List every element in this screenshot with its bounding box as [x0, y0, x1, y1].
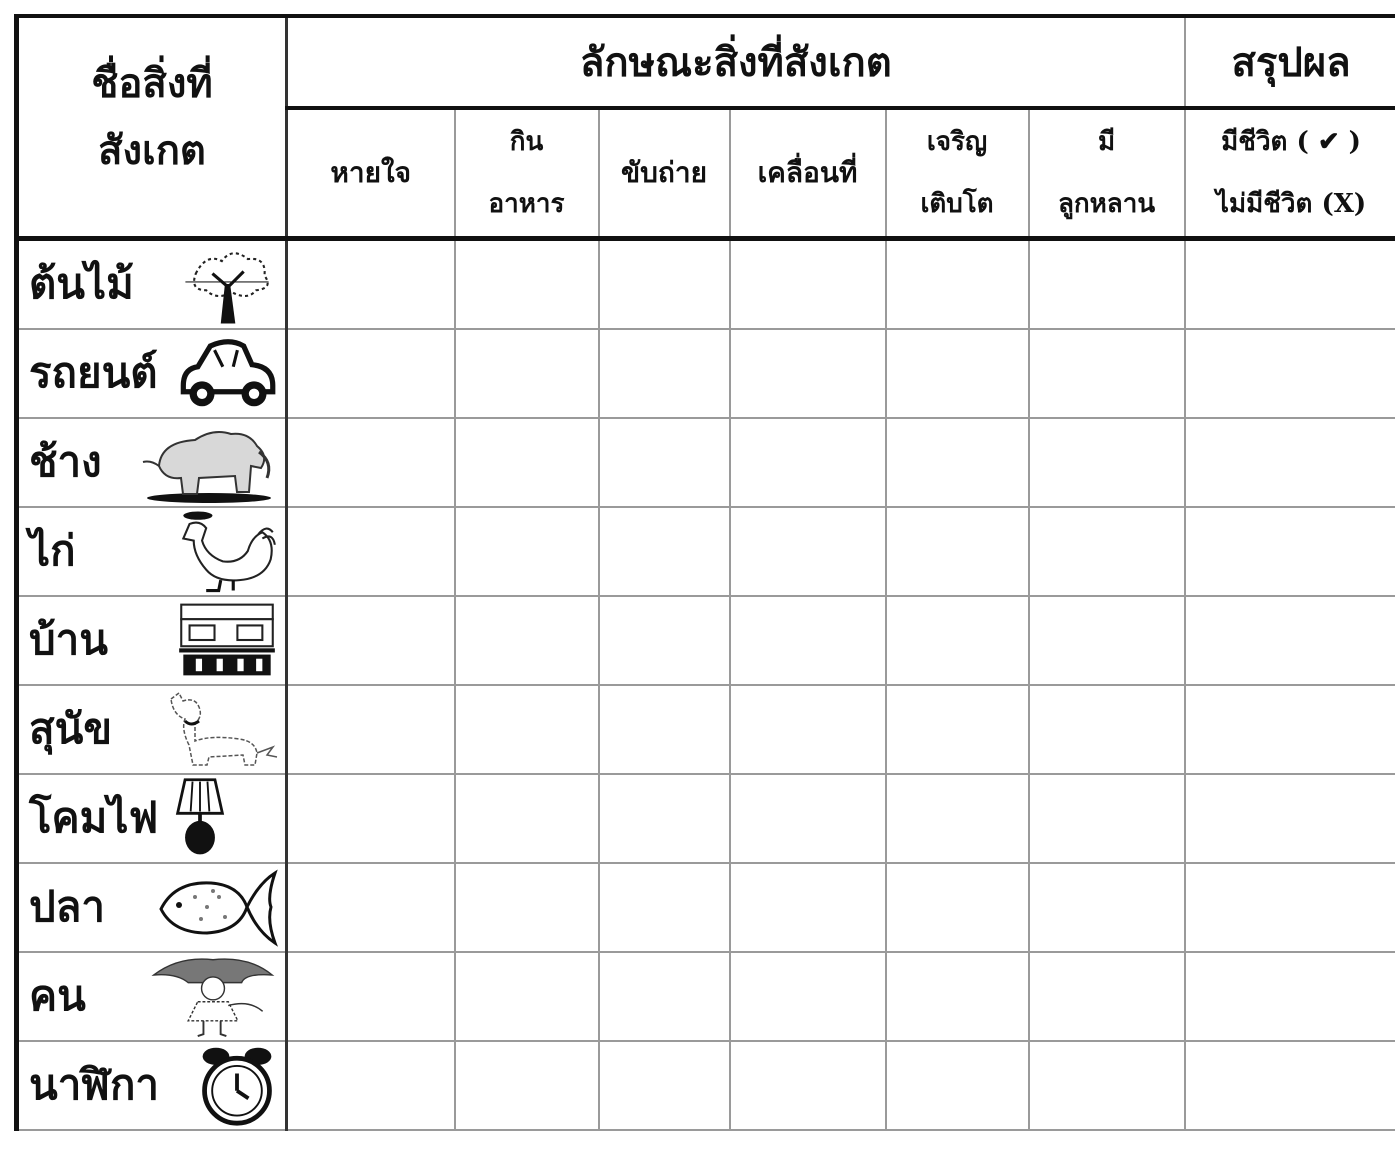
cell-move[interactable] — [730, 1041, 886, 1130]
table-row — [17, 863, 1395, 952]
row-name-cell — [17, 596, 287, 685]
car-icon — [175, 331, 279, 415]
table-row — [17, 596, 1395, 685]
cell-move[interactable] — [730, 507, 886, 596]
cell-summary[interactable] — [1185, 774, 1395, 863]
cell-eat[interactable] — [455, 329, 599, 418]
cell-eat[interactable] — [455, 507, 599, 596]
cell-grow[interactable] — [886, 1041, 1029, 1130]
row-label: ไก่ — [29, 526, 76, 575]
cell-breathe[interactable] — [287, 596, 455, 685]
summary-living-label: มีชีวิต ( ✔ ) — [1221, 126, 1361, 157]
cell-breathe[interactable] — [287, 238, 455, 329]
cell-excrete[interactable] — [599, 952, 730, 1041]
row-label: ปลา — [29, 882, 105, 931]
column-header-summary — [1185, 108, 1395, 238]
row-label: ช้าง — [29, 437, 102, 486]
column-header-eat: กิน อาหาร — [455, 108, 599, 238]
cell-reproduce[interactable] — [1029, 507, 1185, 596]
column-header-move: เคลื่อนที่ — [730, 108, 886, 238]
row-label: นาฬิกา — [29, 1060, 160, 1109]
cell-move[interactable] — [730, 596, 886, 685]
cell-excrete[interactable] — [599, 685, 730, 774]
cell-reproduce[interactable] — [1029, 863, 1185, 952]
cell-reproduce[interactable] — [1029, 329, 1185, 418]
dog-icon — [161, 687, 279, 771]
cell-eat[interactable] — [455, 596, 599, 685]
cell-grow[interactable] — [886, 863, 1029, 952]
cell-grow[interactable] — [886, 418, 1029, 507]
cell-summary[interactable] — [1185, 685, 1395, 774]
table-row — [17, 238, 1395, 329]
column-header-grow: เจริญ เติบโต — [886, 108, 1029, 238]
cell-eat[interactable] — [455, 238, 599, 329]
cell-summary[interactable] — [1185, 418, 1395, 507]
cell-breathe[interactable] — [287, 685, 455, 774]
row-name-cell — [17, 685, 287, 774]
column-header-breathe: หายใจ — [287, 108, 455, 238]
alarm-clock-icon — [195, 1043, 279, 1127]
column-header-excrete: ขับถ่าย — [599, 108, 730, 238]
cell-excrete[interactable] — [599, 596, 730, 685]
girl-icon — [147, 954, 279, 1038]
row-label: คน — [29, 971, 86, 1020]
cell-excrete[interactable] — [599, 507, 730, 596]
cell-excrete[interactable] — [599, 329, 730, 418]
cell-excrete[interactable] — [599, 418, 730, 507]
name-header-line2: สังเกต — [98, 126, 206, 174]
cell-move[interactable] — [730, 952, 886, 1041]
cell-move[interactable] — [730, 685, 886, 774]
cell-summary[interactable] — [1185, 329, 1395, 418]
row-name-cell — [17, 329, 287, 418]
fish-icon — [155, 865, 279, 949]
cell-move[interactable] — [730, 418, 886, 507]
house-icon — [175, 598, 279, 682]
table-row — [17, 507, 1395, 596]
row-name-cell — [17, 774, 287, 863]
cell-reproduce[interactable] — [1029, 952, 1185, 1041]
row-label: สุนัข — [29, 704, 113, 753]
summary-header — [1185, 16, 1395, 108]
cell-grow[interactable] — [886, 774, 1029, 863]
name-header-line1: ชื่อสิ่งที่ — [91, 59, 213, 107]
lamp-icon — [170, 776, 230, 860]
column-header-reproduce: มี ลูกหลาน — [1029, 108, 1185, 238]
cell-grow[interactable] — [886, 329, 1029, 418]
cell-eat[interactable] — [455, 952, 599, 1041]
cell-breathe[interactable] — [287, 774, 455, 863]
cell-move[interactable] — [730, 238, 886, 329]
cell-breathe[interactable] — [287, 418, 455, 507]
cell-breathe[interactable] — [287, 952, 455, 1041]
rooster-icon — [175, 509, 279, 593]
cell-grow[interactable] — [886, 952, 1029, 1041]
cell-excrete[interactable] — [599, 863, 730, 952]
table-row — [17, 418, 1395, 507]
cell-eat[interactable] — [455, 1041, 599, 1130]
table-row — [17, 774, 1395, 863]
cell-reproduce[interactable] — [1029, 1041, 1185, 1130]
cell-reproduce[interactable] — [1029, 418, 1185, 507]
cell-summary[interactable] — [1185, 507, 1395, 596]
summary-nonliving-label: ไม่มีชีวิต (X) — [1215, 188, 1367, 219]
cell-eat[interactable] — [455, 774, 599, 863]
cell-breathe[interactable] — [287, 507, 455, 596]
cell-excrete[interactable] — [599, 774, 730, 863]
row-name-cell — [17, 952, 287, 1041]
cell-move[interactable] — [730, 329, 886, 418]
table-row — [17, 329, 1395, 418]
cell-eat[interactable] — [455, 685, 599, 774]
cell-summary[interactable] — [1185, 863, 1395, 952]
cell-reproduce[interactable] — [1029, 238, 1185, 329]
row-label: บ้าน — [29, 615, 108, 664]
group-header-label: ลักษณะสิ่งที่สังเกต — [579, 39, 892, 86]
cell-excrete[interactable] — [599, 238, 730, 329]
cell-grow[interactable] — [886, 685, 1029, 774]
cell-breathe[interactable] — [287, 329, 455, 418]
table-row — [17, 685, 1395, 774]
cell-summary[interactable] — [1185, 1041, 1395, 1130]
tree-icon — [175, 242, 279, 326]
row-name-cell — [17, 863, 287, 952]
cell-eat[interactable] — [455, 863, 599, 952]
cell-summary[interactable] — [1185, 238, 1395, 329]
cell-reproduce[interactable] — [1029, 596, 1185, 685]
row-name-cell — [17, 238, 287, 329]
row-name-cell — [17, 507, 287, 596]
row-label: รถยนต์ — [29, 348, 158, 397]
cell-summary[interactable] — [1185, 596, 1395, 685]
cell-reproduce[interactable] — [1029, 685, 1185, 774]
cell-eat[interactable] — [455, 418, 599, 507]
cell-move[interactable] — [730, 774, 886, 863]
cell-grow[interactable] — [886, 238, 1029, 329]
table-row — [17, 1041, 1395, 1130]
cell-breathe[interactable] — [287, 1041, 455, 1130]
cell-grow[interactable] — [886, 507, 1029, 596]
cell-excrete[interactable] — [599, 1041, 730, 1130]
row-label: โคมไฟ — [29, 793, 159, 842]
summary-header-label: สรุปผล — [1231, 39, 1351, 86]
cell-breathe[interactable] — [287, 863, 455, 952]
cell-summary[interactable] — [1185, 952, 1395, 1041]
table-row — [17, 952, 1395, 1041]
name-column-header — [17, 16, 287, 238]
elephant-icon — [139, 420, 279, 504]
characteristics-group-header — [287, 16, 1185, 108]
cell-reproduce[interactable] — [1029, 774, 1185, 863]
row-name-cell — [17, 1041, 287, 1130]
row-name-cell — [17, 418, 287, 507]
row-label: ต้นไม้ — [29, 259, 134, 308]
observation-table — [14, 14, 1395, 1131]
cell-move[interactable] — [730, 863, 886, 952]
cell-grow[interactable] — [886, 596, 1029, 685]
